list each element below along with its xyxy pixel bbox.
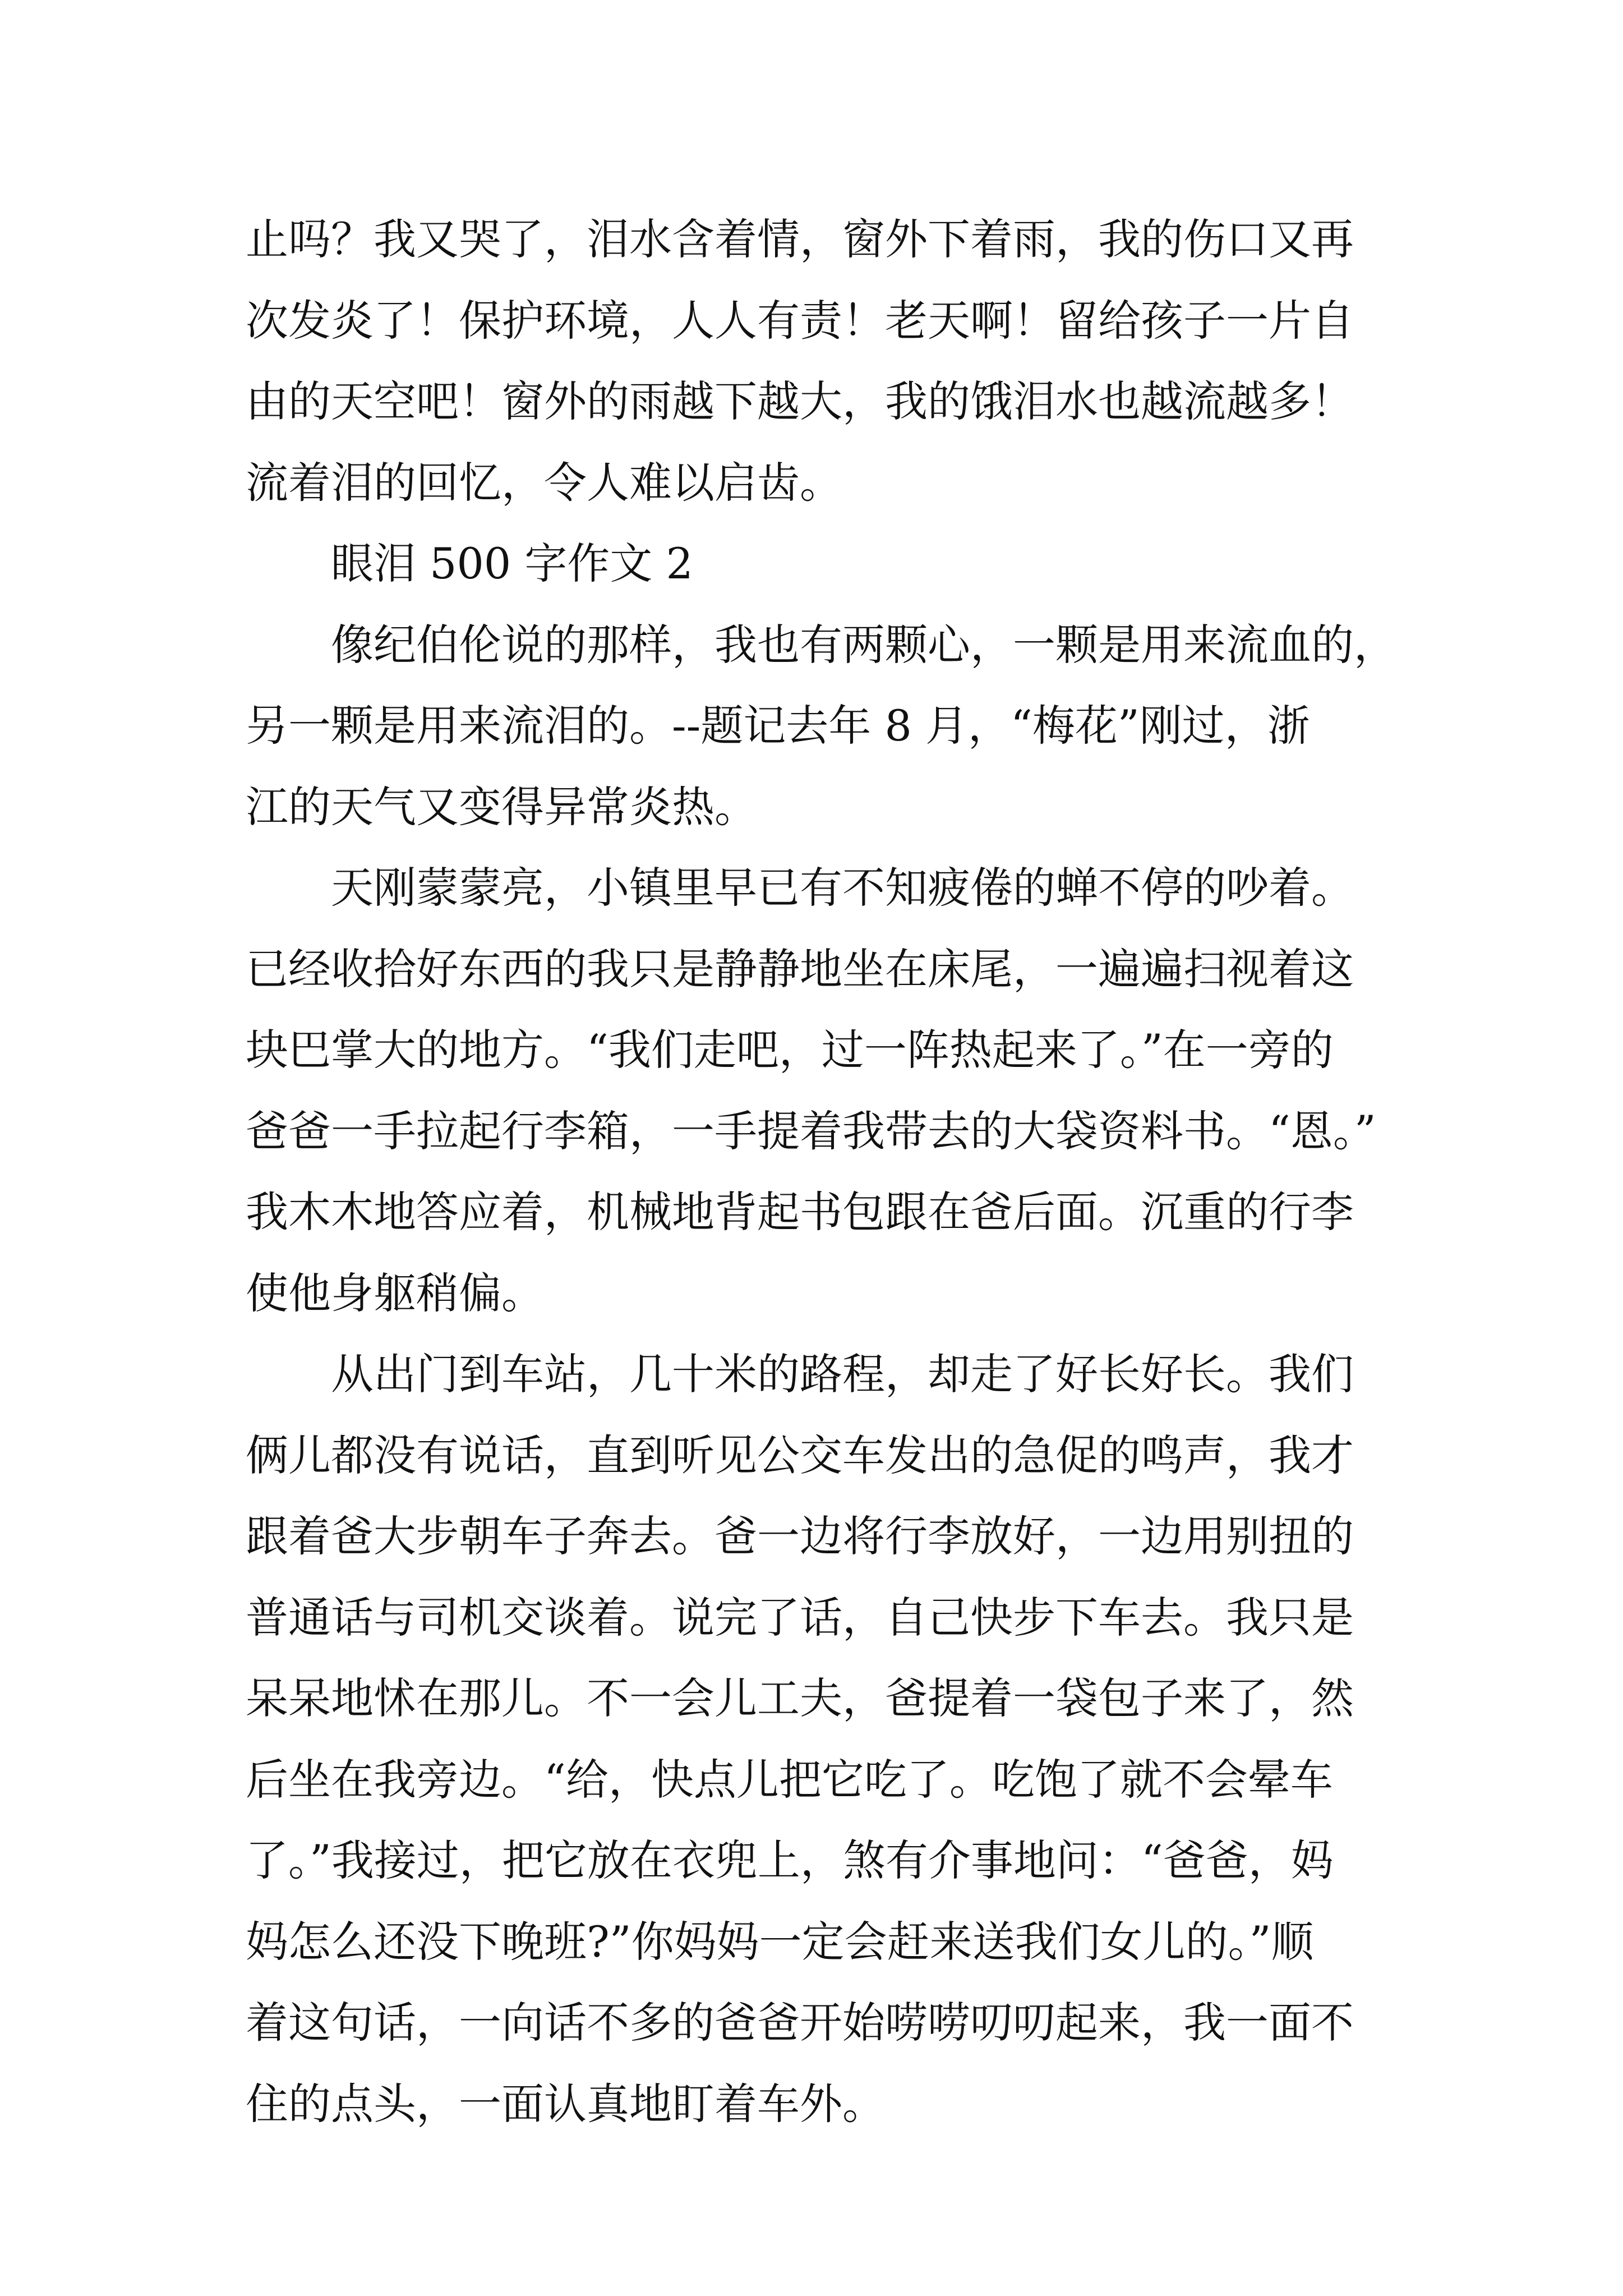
text-line: 另一颗是用来流泪的。--题记去年 8 月，“梅花”刚过，浙 <box>246 701 1310 751</box>
text-line: 次发炎了！保护环境，人人有责！老天啊！留给孩子一片自 <box>246 295 1354 346</box>
text-line: 由的天空吧！窗外的雨越下越大，我的饿泪水也越流越多！ <box>246 376 1354 426</box>
paragraph <box>246 1334 1373 2145</box>
paragraph-continuation <box>246 199 1373 523</box>
text-line: 着这句话，一向话不多的爸爸开始唠唠叨叨起来，我一面不 <box>246 1998 1354 2047</box>
text-line: 天刚蒙蒙亮，小镇里早已有不知疲倦的蝉不停的吵着。 <box>331 863 1354 913</box>
text-line: 已经收拾好东西的我只是静静地坐在床尾，一遍遍扫视着这 <box>246 944 1354 994</box>
text-line: 呆呆地怵在那儿。不一会儿工夫，爸提着一袋包子来了，然 <box>246 1673 1354 1723</box>
paragraph <box>246 605 1396 848</box>
text-line: 块巴掌大的地方。“我们走吧，过一阵热起来了。”在一旁的 <box>246 1025 1334 1075</box>
document-page <box>246 199 1396 2145</box>
text-line: 我木木地答应着，机械地背起书包跟在爸后面。沉重的行李 <box>246 1187 1354 1237</box>
text-line: 江的天气又变得异常炎热。 <box>246 781 757 832</box>
text-line: 住的点头，一面认真地盯着车外。 <box>246 2078 885 2129</box>
text-line: 爸爸一手拉起行李箱，一手提着我带去的大袋资料书。“恩。” <box>246 1106 1376 1156</box>
paragraph <box>246 848 1376 1334</box>
text-line: 像纪伯伦说的那样，我也有两颗心，一颗是用来流血的， <box>331 619 1396 670</box>
text-line: 跟着爸大步朝车子奔去。爸一边将行李放好，一边用别扭的 <box>246 1511 1354 1561</box>
text-line: 流着泪的回忆，令人难以启齿。 <box>246 457 842 508</box>
text-line: 妈怎么还没下晚班?”你妈妈一定会赶来送我们女儿的。”顺 <box>246 1916 1314 1967</box>
text-line: 后坐在我旁边。“给，快点儿把它吃了。吃饱了就不会晕车 <box>246 1754 1333 1805</box>
text-line: 了。”我接过，把它放在衣兜上，煞有介事地问：“爸爸，妈 <box>246 1835 1334 1885</box>
heading-text: 眼泪 500 字作文 2 <box>331 539 693 588</box>
section-heading <box>246 523 1373 605</box>
text-line: 使他身躯稍偏。 <box>246 1268 544 1318</box>
text-line: 俩儿都没有说话，直到听见公交车发出的急促的鸣声，我才 <box>246 1430 1354 1480</box>
text-line: 止吗？我又哭了，泪水含着情，窗外下着雨，我的伤口又再 <box>246 214 1354 264</box>
text-line: 普通话与司机交谈着。说完了话，自己快步下车去。我只是 <box>246 1592 1354 1642</box>
text-line: 从出门到车站，几十米的路程，却走了好长好长。我们 <box>331 1349 1354 1399</box>
